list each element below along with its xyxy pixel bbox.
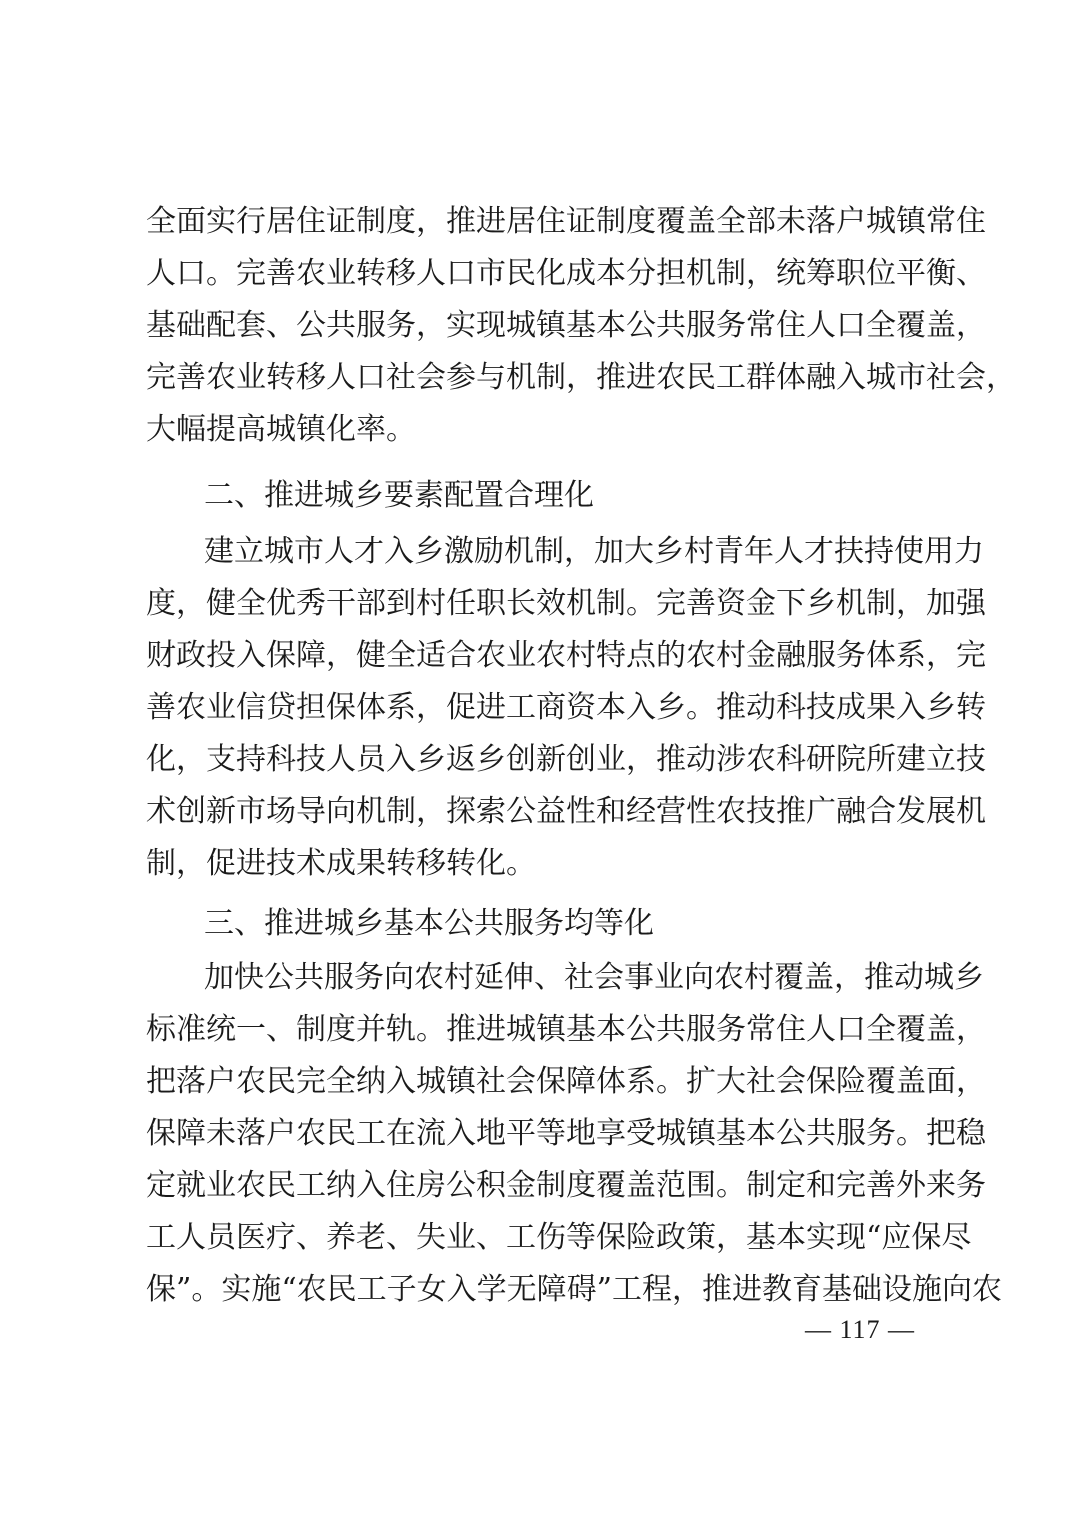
text-line-4: 完善农业转移人口社会参与机制，推进农民工群体融入城市社会， [146, 360, 1016, 395]
text-line-5: 大幅提高城镇化率。 [146, 412, 416, 447]
section-heading-3: 三、推进城乡基本公共服务均等化 [204, 906, 654, 941]
text-line-1: 全面实行居住证制度，推进居住证制度覆盖全部未落户城镇常住 [146, 204, 986, 239]
text-line-3: 基础配套、公共服务，实现城镇基本公共服务常住人口全覆盖， [146, 308, 986, 343]
text-line-2: 人口。完善农业转移人口市民化成本分担机制，统筹职位平衡、 [146, 256, 986, 291]
text-line-18: 保障未落户农民工在流入地平等地享受城镇基本公共服务。把稳 [146, 1116, 986, 1151]
text-line-17: 把落户农民完全纳入城镇社会保障体系。扩大社会保险覆盖面， [146, 1064, 986, 1099]
text-line-10: 善农业信贷担保体系，促进工商资本入乡。推动科技成果入乡转 [146, 690, 986, 725]
section-heading-2: 二、推进城乡要素配置合理化 [204, 478, 594, 513]
text-line-20: 工人员医疗、养老、失业、工伤等保险政策，基本实现“应保尽 [146, 1220, 972, 1255]
text-line-15: 加快公共服务向农村延伸、社会事业向农村覆盖，推动城乡 [204, 960, 984, 995]
text-line-8: 度，健全优秀干部到村任职长效机制。完善资金下乡机制，加强 [146, 586, 986, 621]
page-number: — 117 — [804, 1315, 916, 1344]
text-line-7: 建立城市人才入乡激励机制，加大乡村青年人才扶持使用力 [204, 534, 984, 569]
text-line-13: 制，促进技术成果转移转化。 [146, 846, 536, 881]
text-line-16: 标准统一、制度并轨。推进城镇基本公共服务常住人口全覆盖， [146, 1012, 986, 1047]
text-line-12: 术创新市场导向机制，探索公益性和经营性农技推广融合发展机 [146, 794, 986, 829]
text-line-21: 保”。实施“农民工子女入学无障碍”工程，推进教育基础设施向农 [146, 1272, 1003, 1307]
text-line-11: 化，支持科技人员入乡返乡创新创业，推动涉农科研院所建立技 [146, 742, 986, 777]
text-line-9: 财政投入保障，健全适合农业农村特点的农村金融服务体系，完 [146, 638, 986, 673]
text-line-19: 定就业农民工纳入住房公积金制度覆盖范围。制定和完善外来务 [146, 1168, 986, 1203]
